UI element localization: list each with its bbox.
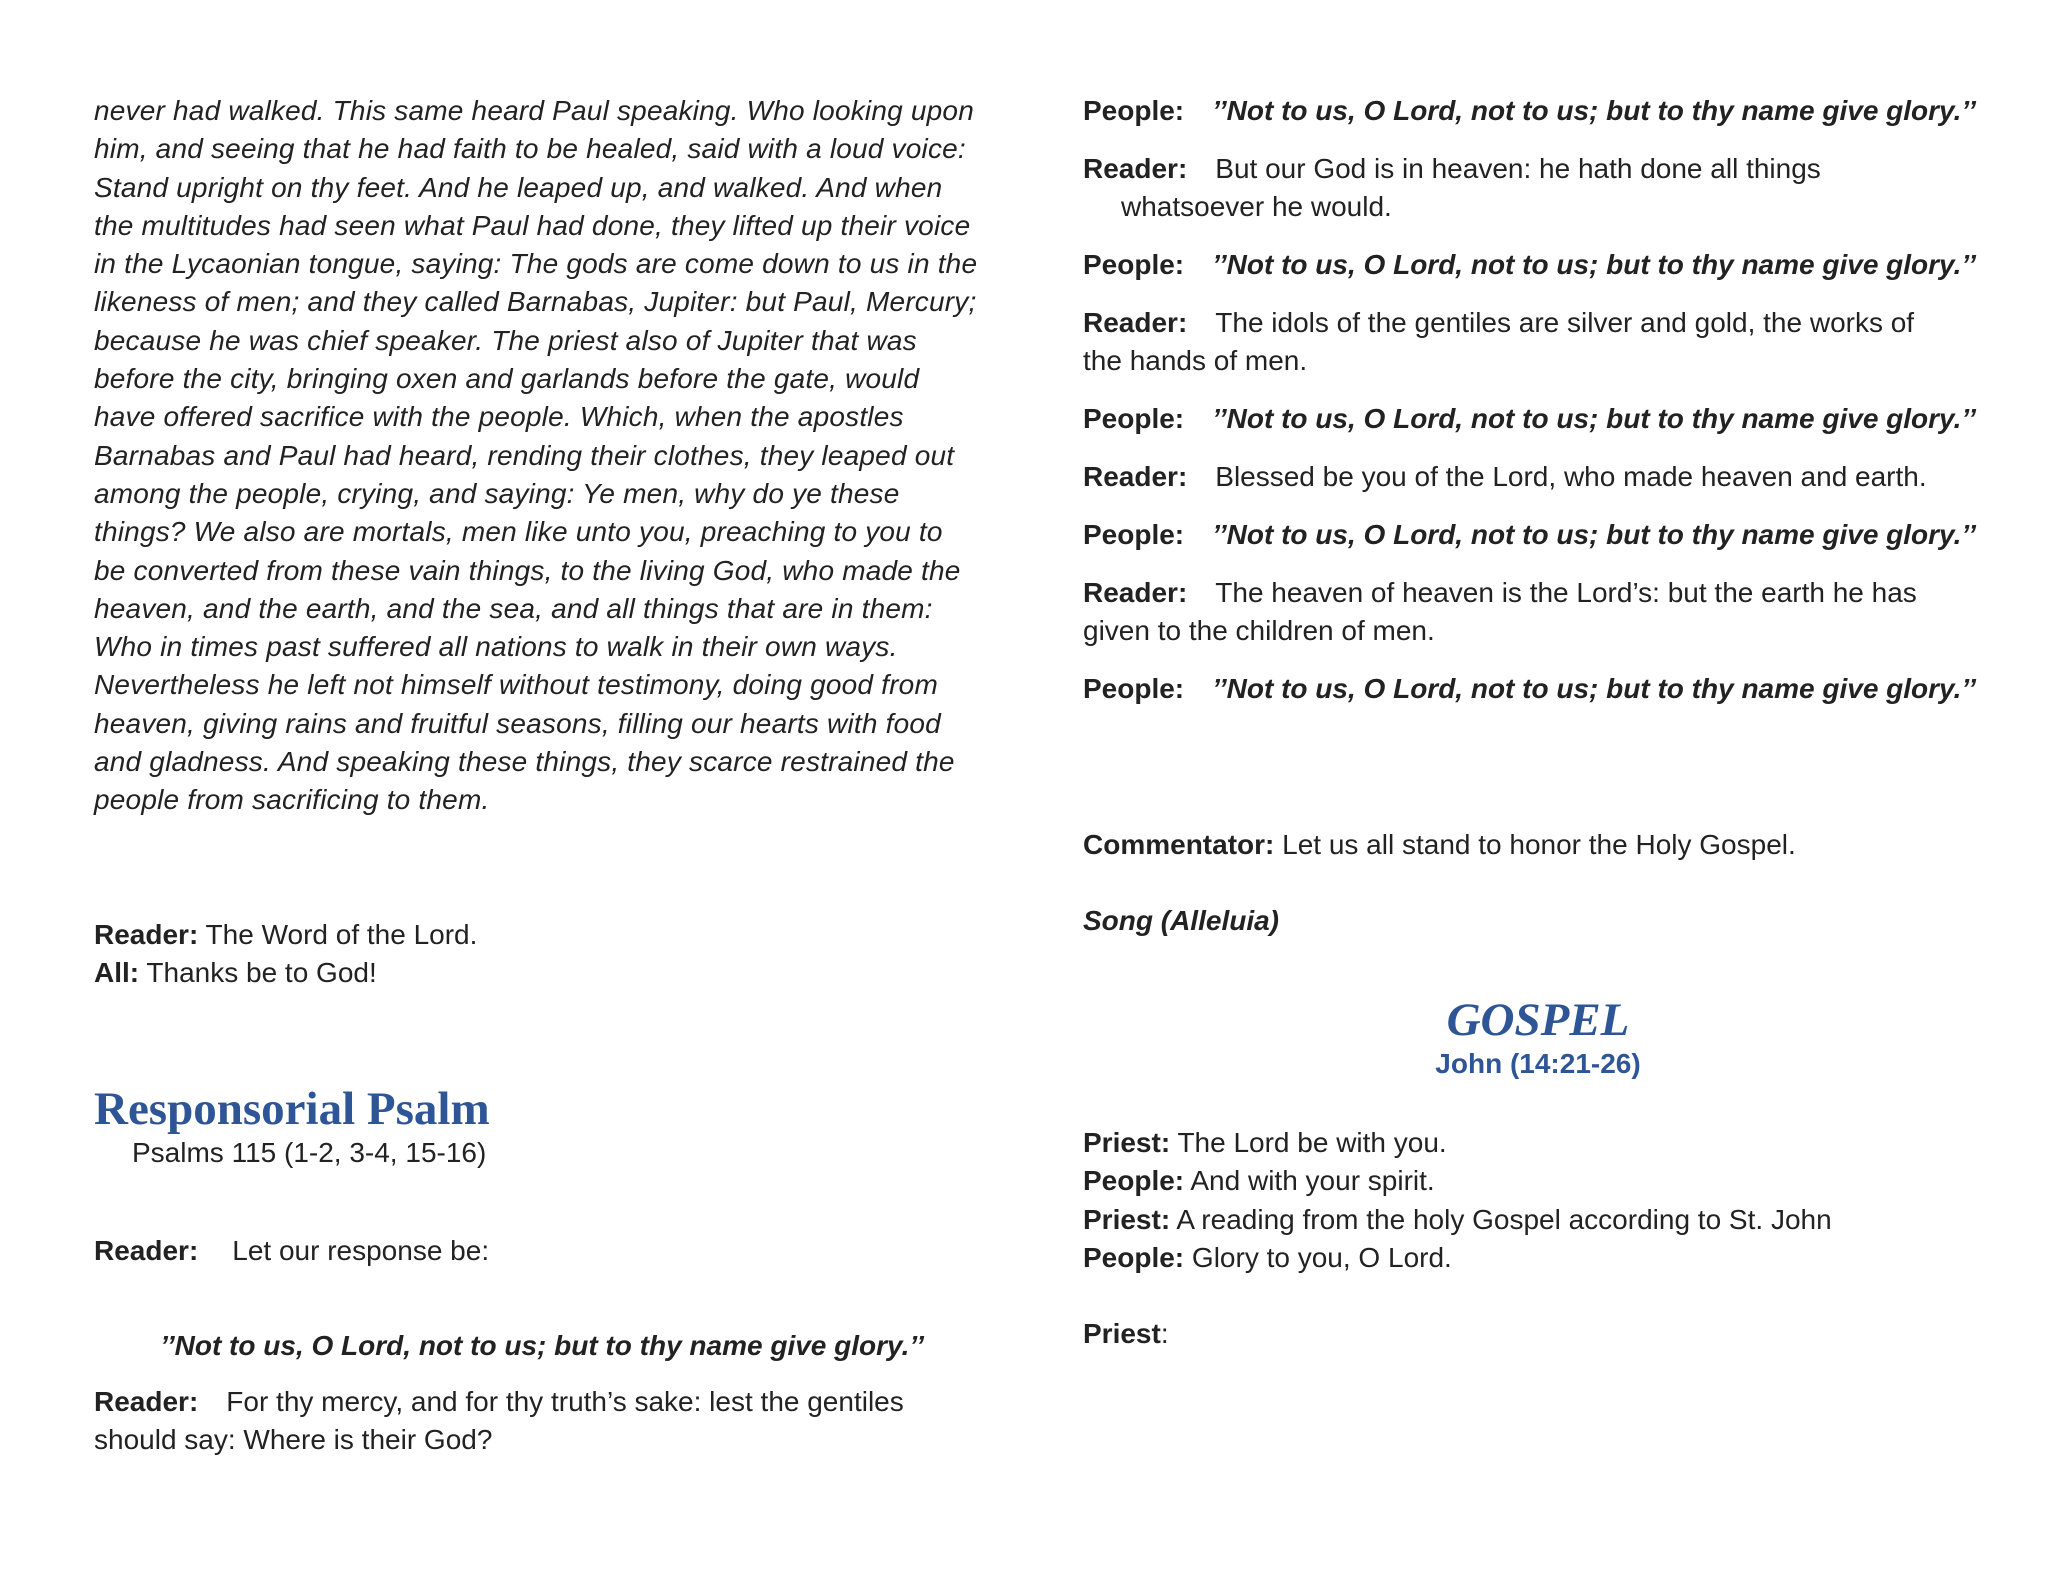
song-line [1083,902,1993,940]
reader-label: Reader: [94,1386,199,1418]
dialogue-line [1083,1162,1993,1200]
dialogue-text: The Lord be with you. [1177,1127,1447,1158]
reading-line: heaven, and the earth, and the sea, and all things that are in them: [94,592,933,624]
reading-line: because he was chief speaker. The priest also of Jupiter that was [94,324,917,356]
reader-label: Reader: [94,1235,199,1267]
verse-text: should say: Where is their God? [94,1424,493,1456]
verse-text: For thy mercy, and for thy truth’s sake: lest the gentiles [226,1386,904,1418]
verse-text: given to the children of men. [1083,615,1435,646]
dialogue-line [1083,1201,1993,1239]
reader-label: Reader: [94,918,199,950]
verse-text: Blessed be you of the Lord, who made heaven and earth. [1215,461,1927,492]
response-text: ’’Not to us, O Lord, not to us; but to thy name give glory.’’ [1212,673,1976,704]
verse-text: whatsoever he would. [1121,191,1392,222]
gospel-heading: GOSPEL [1446,994,1630,1046]
reading-line: the multitudes had seen what Paul had done, they lifted up their voice [94,209,971,241]
reading-line: Nevertheless he left not himself without testimony, doing good from [94,669,938,701]
psalm-verse-4 [1083,458,1993,496]
reading-line: before the city, bringing oxen and garlands before the gate, would [94,363,920,395]
reading-line: among the people, crying, and saying: Ye men, why do ye these [94,477,900,509]
priest-final-line [1083,1315,1993,1353]
people-label: People: [1083,403,1185,434]
dialogue-text: A reading from the holy Gospel according to St. John [1176,1203,1832,1235]
commentator-line [1083,826,1993,864]
psalm-verse-1 [94,1383,990,1459]
all-response-text: Thanks be to God! [146,956,377,988]
people-response [1083,92,1993,130]
reading-line: and gladness. And speaking these things, they scarce restrained the [94,746,955,778]
people-response [1083,516,1993,554]
priest-label: Priest [1083,1318,1161,1350]
people-label: People: [1083,1241,1185,1273]
response-text: ’’Not to us, O Lord, not to us; but to thy name give glory.’’ [1212,519,1976,550]
psalm-verse-5 [1083,574,1993,650]
reading-line: things? We also are mortals, men like unto you, preaching to you to [94,516,943,548]
priest-label: Priest: [1083,1203,1171,1235]
reading-line: never had walked. This same heard Paul speaking. Who looking upon [94,95,974,126]
colon: : [1160,1318,1169,1350]
people-label: People: [1083,673,1185,704]
reading-line: Barnabas and Paul had heard, rending their clothes, they leaped out [94,439,955,471]
reading-line: be converted from these vain things, to the living God, who made the [94,554,961,586]
reader-label: Reader: [1083,153,1188,184]
reading-line: him, and seeing that he had faith to be healed, said with a loud voice: [94,133,966,165]
response-text: ’’Not to us, O Lord, not to us; but to thy name give glory.’’ [1212,403,1976,434]
dialogue-line [1083,1239,1993,1277]
response-intro-text: Let our response be: [232,1235,490,1267]
reading-line: have offered sacrifice with the people. Which, when the apostles [94,401,904,433]
reading-line: likeness of men; and they called Barnabas, Jupiter: but Paul, Mercury; [94,286,977,318]
psalm-response: ’’Not to us, O Lord, not to us; but to thy name give glory.’’ [160,1330,924,1362]
reading-line: Who in times past suffered all nations to walk in their own ways. [94,631,898,663]
verse-text: The heaven of heaven is the Lord’s: but the earth he has [1215,577,1917,608]
reader-label: Reader: [1083,307,1188,338]
dialogue-text: Glory to you, O Lord. [1191,1241,1452,1273]
priest-label: Priest: [1083,1127,1171,1158]
left-column [94,92,990,1459]
all-label: All: [94,956,140,988]
first-reading-text [94,92,990,820]
response-text: ’’Not to us, O Lord, not to us; but to thy name give glory.’’ [1212,95,1976,126]
psalm-verse-3 [1083,304,1993,380]
people-label: People: [1083,1165,1185,1197]
song-title: Song (Alleluia) [1083,905,1279,936]
reader-label: Reader: [1083,461,1188,492]
response-text: ’’Not to us, O Lord, not to us; but to thy name give glory.’’ [1212,249,1976,280]
psalm-reference: Psalms 115 (1-2, 3-4, 15-16) [132,1137,487,1169]
commentator-label: Commentator: [1083,829,1275,860]
people-label: People: [1083,249,1185,280]
verse-text: the hands of men. [1083,345,1308,376]
reader-label: Reader: [1083,577,1188,608]
people-label: People: [1083,95,1185,126]
reading-close-text: The Word of the Lord. [205,918,478,950]
response-intro [94,1232,990,1270]
dialogue-line [1083,1124,1993,1162]
reading-line: Stand upright on thy feet. And he leaped up, and walked. And when [94,171,943,203]
people-label: People: [1083,519,1185,550]
gospel-reference: John (14:21-26) [1435,1048,1641,1079]
verse-text: But our God is in heaven: he hath done all things [1215,153,1821,184]
people-response [1083,246,1993,284]
right-column [1083,92,1993,1353]
reading-close [94,916,990,954]
dialogue-text: And with your spirit. [1190,1165,1435,1197]
people-response [1083,670,1993,708]
people-response [1083,400,1993,438]
commentator-text: Let us all stand to honor the Holy Gospel. [1282,829,1796,860]
reading-line: people from sacrificing to them. [94,784,490,816]
psalm-verse-2 [1083,150,1993,226]
verse-text: The idols of the gentiles are silver and gold, the works of [1215,307,1915,338]
psalm-heading: Responsorial Psalm [94,1083,490,1136]
all-response [94,954,990,992]
reading-line: heaven, giving rains and fruitful seasons, filling our hearts with food [94,707,941,739]
reading-line: in the Lycaonian tongue, saying: The gods are come down to us in the [94,248,978,280]
